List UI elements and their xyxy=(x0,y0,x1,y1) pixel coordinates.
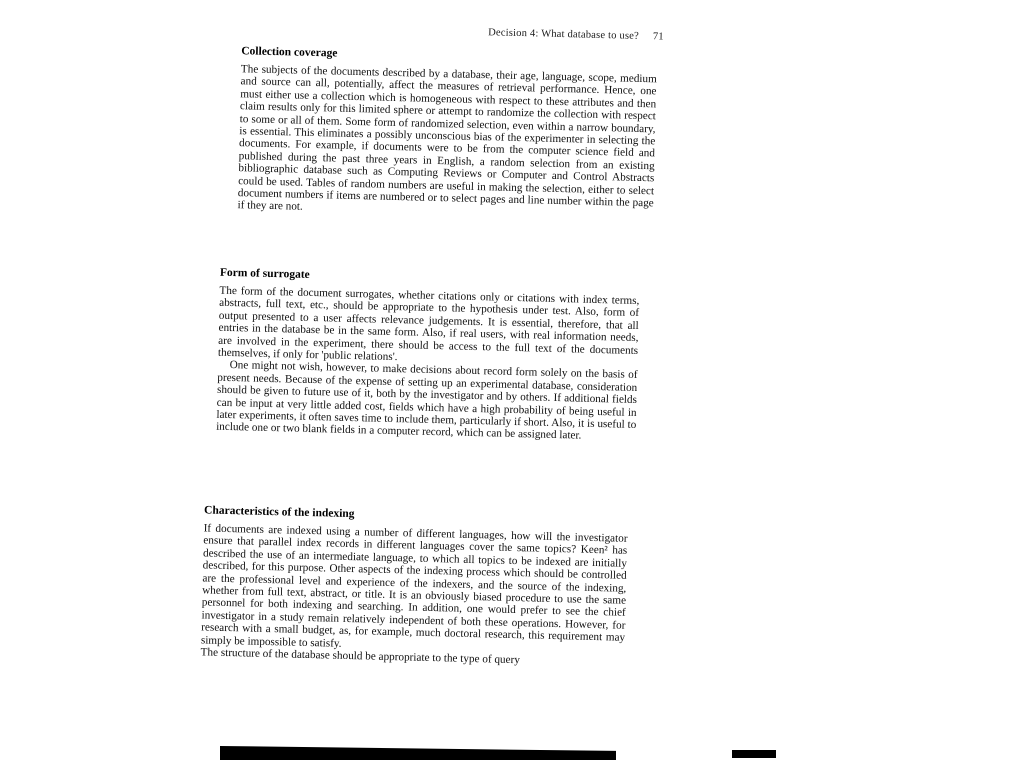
running-head xyxy=(488,27,664,42)
section-collection-coverage xyxy=(237,45,657,222)
book-page xyxy=(195,20,664,731)
scan-edge-shadow xyxy=(220,746,616,760)
page-number: 71 xyxy=(652,31,664,43)
scan-edge-shadow-right xyxy=(732,750,776,758)
section-form-of-surrogate xyxy=(216,267,640,444)
paragraph: One might not wish, however, to make decisions about record form solely on the basis of present needs. Because of the expense of setting up an experimental database, consideration should be given to future use of it, both by the investigator and by others. If additional fields can be input at very little added cost, fields which have a high probability of being useful in later experiments, it often saves time to include them, particularly if short. Also, it is useful to include one or two blank fields in a computer record, which can be assigned later. xyxy=(215,359,638,443)
section-characteristics-of-indexing xyxy=(200,504,628,669)
section-heading: Characteristics of the indexing xyxy=(203,504,355,521)
paragraph: The subjects of the documents described by a database, their age, language, scope, medium and source can all, potentially, affect the measures of retrieval performance. Hence, one must either use a collection which is homogeneous with respect to these attributes and then claim results only for this limited sphere or attempt to randomize the collection with respect to some or all of them. Some form of randomized selection, even within a narrow boundary, is essential. This eliminates a possibly unconscious bias of the experimenter in selecting the documents. For example, if documents were to be from the computer science field and published during the past three years in English, a random selection from an existing bibliographic database such as Computing Reviews or Computer and Control Abstracts could be used. Tables of random numbers are useful in making the selection, either to select document numbers if items are numbered or to select pages and line number within the page if they are not. xyxy=(237,63,657,214)
paragraph: If documents are indexed using a number of different languages, how will the investigator ensure that parallel index records in different languages cover the same topics? Keen² has described the use of an intermediate language, to which all topics to be indexed are initially described, for this purpose. Other aspects of the indexing process which should be controlled are the professional level and experience of the indexers, and the source of the indexing, whether from full text, abstract, or title. It is an obviously biased procedure to use the same personnel for both indexing and searching. In addition, one would prefer to see the chief investigator in a study remain relatively independent of both these operations. However, for research with a small budget, as, for example, much doctoral research, this requirement may simply be impossible to satisfy. xyxy=(200,522,628,650)
section-heading: Form of surrogate xyxy=(219,266,310,281)
section-heading: Collection coverage xyxy=(241,45,338,60)
running-head-title: Decision 4: What database to use? xyxy=(488,27,640,42)
paragraph: The structure of the database should be appropriate to the type of query xyxy=(200,646,521,667)
paragraph: The form of the document surrogates, whether citations only or citations with index terms, abstracts, full text, etc., should be appropriate to the hypothesis under test. Also, form of output presented to a user affects relevance judgements. It is essential, therefore, that all entries in the database be in the same form. Also, if real users, with real information needs, are involved in the experiment, there should be access to the full text of the documents themselves, if only for 'public relations'. xyxy=(217,284,640,364)
